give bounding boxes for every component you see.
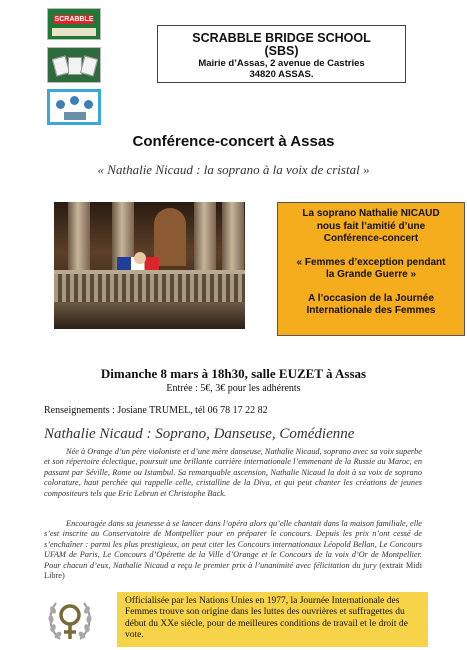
announcement-line: Internationale des Femmes <box>306 305 436 316</box>
bio-source: (extrait Midi Libre) <box>44 560 422 581</box>
bio-paragraph <box>44 519 422 581</box>
announcement-box <box>277 202 465 336</box>
balcony-balustrade <box>54 274 245 302</box>
players-table-logo <box>47 89 101 125</box>
bio-text: Encouragée dans sa jeunesse à se lancer dans l’opéra alors qu’elle chantait dans la maison familiale, elle s’est inscrite au Conservatoire de Montpellier pour en préparer le concours. Depuis les prix n’ont cessé de s’enchaîner : parmi les plus prestigieux, on peut citer les Concours internationaux Léopold Bellan, Le Concours UFAM de Paris, Le Concours d’Opérette de la Ville d’Orange et le Concours de la voix d’Or de Montpellier. Pour chacun d’eux, Nathalie Nicaud a reçu le premier prix à l’unanimité avec félicitation du jury <box>44 519 422 570</box>
venus-laurel-icon <box>46 595 94 645</box>
person-icon <box>70 96 79 105</box>
announcement-line: La soprano Nathalie NICAUD <box>302 208 440 219</box>
artist-heading: Nathalie Nicaud : Soprano, Danseuse, Comédienne <box>44 426 355 442</box>
announcement-line: la Grande Guerre » <box>325 269 417 280</box>
school-postcode: 34820 ASSAS. <box>249 69 314 80</box>
scrabble-board-icon <box>52 28 96 36</box>
event-price: Entrée : 5€, 3€ pour les adhérents <box>166 383 301 394</box>
announcement-intro <box>278 208 464 246</box>
announcement-line: A l’occasion de la Journée <box>308 292 434 304</box>
announcement-theme <box>278 257 464 282</box>
scrabble-logo <box>47 8 101 40</box>
footer-info-box: Officialisée par les Nations Unies en 1977, la Journée Internationale des Femmes trouve son origine dans les luttes des ouvrières et suffragettes du début du XXe siècle, pour de meilleures conditions de travail et le droit de vote. <box>117 592 428 647</box>
school-name: SCRABBLE BRIDGE SCHOOL <box>192 31 371 45</box>
school-address: Mairie d’Assas, 2 avenue de Castries <box>198 58 365 69</box>
scrabble-logo-text: SCRABBLE <box>54 16 94 23</box>
soprano-balcony-photo <box>54 202 245 329</box>
card-icon <box>80 55 98 76</box>
announcement-line: Conférence-concert <box>323 233 419 244</box>
school-acronym: (SBS) <box>264 44 299 58</box>
bio-paragraph: Née à Orange d’un père violoniste et d’une mère danseuse, Nathalie Nicaud, soprano avec sa voix superbe et son répertoire éclectique, poursuit une brillante carrière internationale l’emmenant de la Russie au Maroc, en passant par Séville, Rome ou Istambul. Sa remarquable ascension, Nathalie Nicaud la doit à sa voix de soprano colorature, haut perchée qui rappelle celle, cristalline de la Diva, et qui peut chanter les créations de jeunes compositeurs tels que Eric Lebrun et Christophe Back. <box>44 447 422 498</box>
person-icon <box>84 100 93 109</box>
person-icon <box>56 100 65 109</box>
singer-shape <box>134 252 146 264</box>
bridge-cards-logo <box>47 47 101 83</box>
balcony-base <box>54 302 245 329</box>
event-date-venue: Dimanche 8 mars à 18h30, salle EUZET à Assas <box>100 366 367 381</box>
page-title: Conférence-concert à Assas <box>132 133 335 150</box>
page-subtitle: « Nathalie Nicaud : la soprano à la voix de cristal » <box>97 162 370 177</box>
announcement-line: nous fait l’amitié d’une <box>316 220 426 232</box>
event-contact: Renseignements : Josiane TRUMEL, tél 06 78 17 22 82 <box>44 405 268 416</box>
school-header-box <box>157 25 406 83</box>
table-icon <box>64 112 86 120</box>
announcement-line: « Femmes d’exception pendant <box>296 256 446 268</box>
announcement-occasion <box>278 293 464 318</box>
